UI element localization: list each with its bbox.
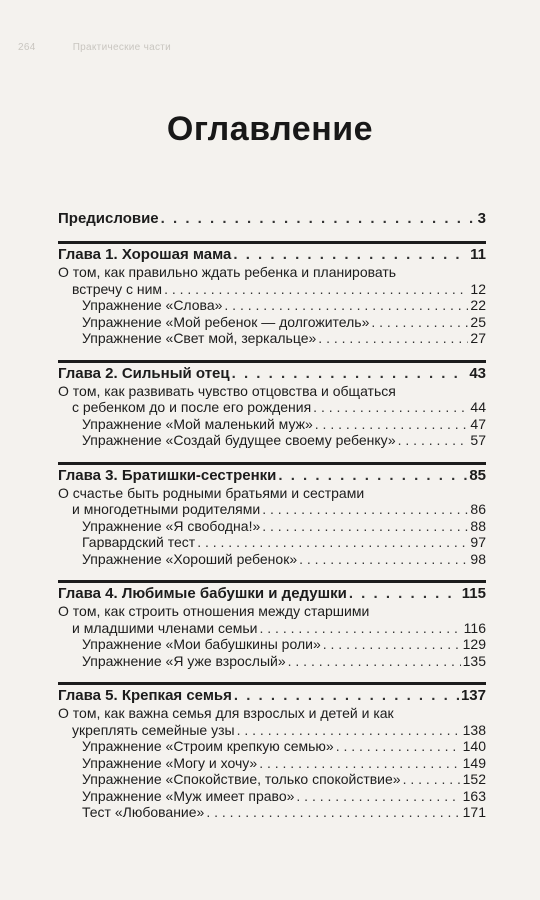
toc-preface-label: Предисловие [58,210,159,227]
chapter-section [58,682,486,821]
entry-label: Упражнение «Я уже взрослый» [82,652,286,669]
chapter-label: Глава 2. Сильный отец [58,364,230,382]
intro-page: 44 [470,399,486,415]
chapter-page: 115 [461,585,486,602]
entry-label: Упражнение «Мои бабушкины роли» [82,636,321,652]
intro-line: О том, как развивать чувство отцовства и общаться [58,382,396,399]
entry-page: 27 [470,330,486,346]
entry-label: Упражнение «Строим крепкую семью» [82,738,334,754]
entry-label: Упражнение «Мой маленький муж» [82,415,313,432]
entry-label: Упражнение «Свет мой, зеркальце» [82,330,317,346]
chapter-section [58,580,486,669]
dot-leader [398,432,469,449]
entry-page: 163 [462,787,486,804]
intro-line: встречу с ним [72,280,163,297]
toc-entry[interactable] [58,330,486,347]
dot-leader [349,585,460,603]
dot-leader [288,653,461,670]
dot-leader [233,246,468,264]
dot-leader [371,314,468,331]
entry-page: 149 [462,754,486,771]
dot-leader [234,687,459,705]
dot-leader [296,788,460,805]
toc-preface-page: 3 [477,210,486,227]
intro-line: О том, как важна семья для взрослых и детей и как [58,705,394,721]
entry-label: Упражнение «Я свободна!» [82,517,261,534]
toc-chapter-heading[interactable] [58,687,486,705]
dot-leader [206,804,460,821]
dot-leader [262,501,468,518]
dot-leader [262,518,468,535]
entry-label: Упражнение «Муж имеет право» [82,787,295,804]
intro-page: 138 [462,721,486,738]
entry-page: 140 [462,738,486,754]
dot-leader [259,755,460,772]
toc-entry[interactable] [58,551,486,568]
intro-line: с ребенком до и после его рождения [72,399,312,415]
chapter-section [58,360,486,449]
table-of-contents [58,210,486,834]
toc-entry[interactable] [58,314,486,331]
entry-page: 88 [470,517,486,534]
toc-chapter-intro[interactable] [58,264,486,297]
dot-leader [336,738,461,755]
entry-label: Упражнение «Спокойствие, только спокойствие» [82,771,401,787]
entry-page: 171 [462,804,486,820]
toc-entry[interactable] [58,518,486,535]
entry-page: 25 [470,313,486,330]
dot-leader [164,281,468,298]
entry-label: Упражнение «Создай будущее своему ребенку» [82,432,396,448]
entry-page: 135 [462,652,486,669]
intro-line: и многодетными родителями [72,501,261,517]
dot-leader [259,620,461,637]
toc-entry[interactable] [58,653,486,670]
dot-leader [237,722,461,739]
intro-page: 116 [463,619,486,636]
entry-page: 97 [470,534,486,550]
dot-leader [313,399,468,416]
running-head [18,42,518,53]
entry-page: 98 [470,550,486,567]
dot-leader [232,365,468,383]
intro-line: О том, как строить отношения между старшими [58,603,370,619]
chapter-page: 11 [470,246,486,263]
toc-entry[interactable] [58,636,486,653]
chapter-section [58,462,486,568]
chapter-page: 137 [460,687,486,704]
entry-label: Упражнение «Слова» [82,297,223,313]
toc-preface[interactable] [58,210,486,228]
toc-entry[interactable] [58,755,486,772]
dot-leader [299,551,468,568]
toc-chapter-heading[interactable] [58,467,486,485]
running-head-text: Практические части [72,42,172,53]
entry-label: Гарвардский тест [82,534,196,550]
toc-entry[interactable] [58,771,486,788]
entry-label: Упражнение «Хороший ребенок» [82,550,298,567]
entry-label: Тест «Любование» [82,804,205,820]
toc-entry[interactable] [58,416,486,433]
toc-chapter-heading[interactable] [58,365,486,383]
entry-page: 22 [470,297,486,313]
dot-leader [278,467,467,485]
dot-leader [315,416,469,433]
chapter-page: 43 [469,364,486,382]
entry-page: 57 [470,432,486,448]
toc-chapter-intro[interactable] [58,705,486,738]
toc-chapter-heading[interactable] [58,246,486,264]
dot-leader [197,534,468,551]
entry-page: 129 [462,636,486,652]
dot-leader [403,771,461,788]
entry-label: Упражнение «Мой ребенок — долгожитель» [82,313,370,330]
toc-chapter-heading[interactable] [58,585,486,603]
toc-entry[interactable] [58,738,486,755]
toc-entry[interactable] [58,432,486,449]
page-title: Оглавление [166,110,374,148]
entry-page: 152 [462,771,486,787]
toc-chapter-intro[interactable] [58,383,486,416]
toc-entry[interactable] [58,804,486,821]
chapter-label: Глава 1. Хорошая мама [58,246,232,263]
dot-leader [161,210,476,228]
entry-label: Упражнение «Могу и хочу» [82,754,258,771]
intro-line: укреплять семейные узы [72,721,235,738]
chapter-label: Глава 5. Крепкая семья [58,687,232,704]
toc-entry[interactable] [58,534,486,551]
intro-line: и младшими членами семьи [72,619,258,636]
chapter-label: Глава 3. Братишки-сестренки [58,466,277,484]
toc-chapter-intro[interactable] [58,485,486,518]
intro-page: 86 [470,501,486,517]
page-number: 264 [18,42,36,53]
chapter-label: Глава 4. Любимые бабушки и дедушки [58,585,347,602]
chapter-section [58,241,486,347]
dot-leader [323,636,461,653]
entry-page: 47 [470,415,486,432]
chapter-page: 85 [469,466,486,484]
dot-leader [318,330,468,347]
intro-page: 12 [470,280,486,297]
toc-chapter-intro[interactable] [58,603,486,636]
intro-line: О счастье быть родными братьями и сестрами [58,484,365,501]
dot-leader [224,297,468,314]
intro-line: О том, как правильно ждать ребенка и планировать [58,264,397,280]
toc-entry[interactable] [58,788,486,805]
toc-entry[interactable] [58,297,486,314]
